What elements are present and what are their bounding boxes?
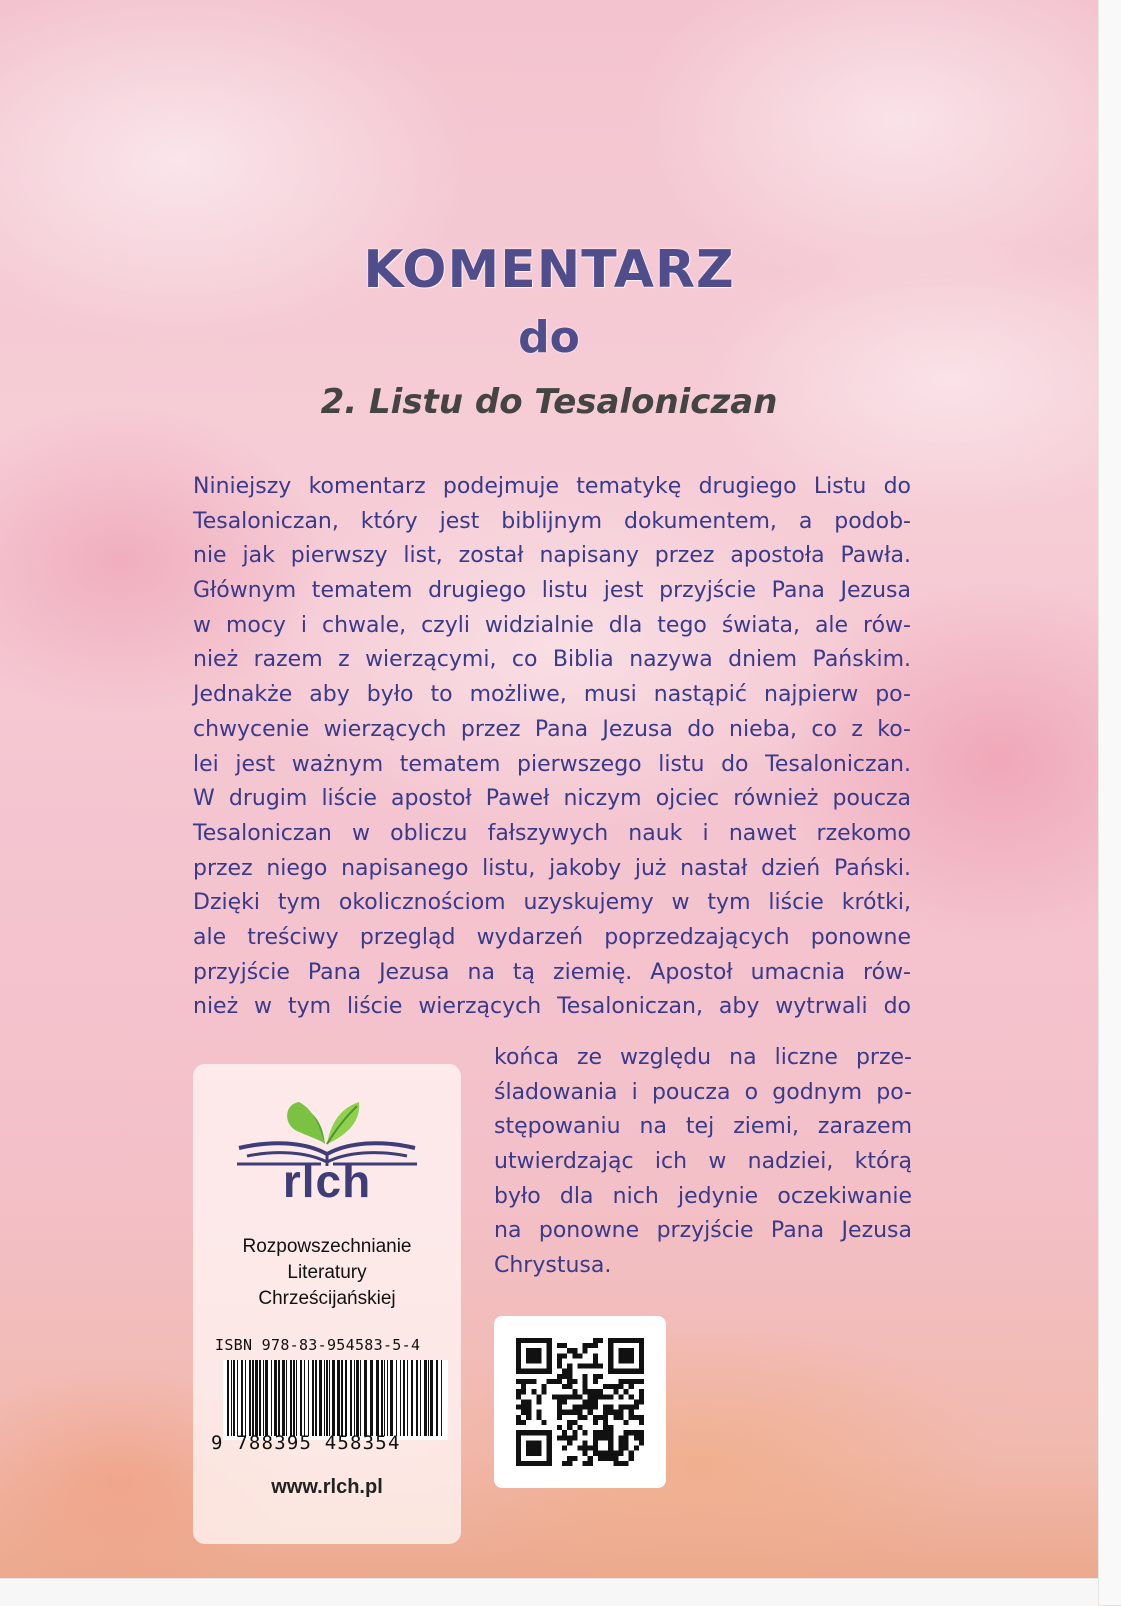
description-line: ale treściwy przegląd wydarzeń poprzedzających ponowne: [193, 924, 911, 950]
publisher-name-line: Rozpowszechnianie: [242, 1236, 412, 1257]
barcode-digits: 9 788395 458354: [211, 1432, 401, 1454]
isbn-label: ISBN 978-83-954583-5-4: [215, 1336, 421, 1354]
description-line: przez niego napisanego listu, jakoby już nastał dzień Pański.: [193, 855, 911, 881]
publisher-logo-text: rlch: [282, 1155, 372, 1207]
description-line: nież w tym liście wierzących Tesaloniczan, aby wytrwali do: [193, 994, 911, 1020]
description-line: Głównym tematem drugiego listu jest przyjście Pana Jezusa: [193, 578, 911, 604]
isbn-barcode: [223, 1360, 448, 1440]
description-line: W drugim liście apostoł Paweł niczym ojciec również poucza: [193, 786, 911, 812]
description-line: chwycenie wierzących przez Pana Jezusa do nieba, co z ko-: [193, 716, 911, 742]
publisher-name-line: Chrześcijańskiej: [258, 1288, 396, 1309]
description-line: przyjście Pana Jezusa na tą ziemię. Apostoł umacnia rów-: [193, 959, 911, 985]
scan-margin-right: [1098, 0, 1121, 1605]
description-paragraph-continued: [494, 1041, 912, 1284]
publisher-box: [193, 1064, 461, 1544]
description-line: Jednakże aby było to możliwe, musi nastąpić najpierw po-: [193, 682, 911, 708]
description-line: nież razem z wierzącymi, co Biblia nazywa dniem Pańskim.: [193, 647, 911, 673]
qr-code-box: [494, 1316, 666, 1488]
description-line: Tesaloniczan, który jest biblijnym dokumentem, a podob-: [193, 508, 911, 534]
description-line: Niniejszy komentarz podejmuje tematykę drugiego Listu do: [193, 474, 911, 499]
description-line: Dzięki tym okolicznościom uzyskujemy w tym liście krótki,: [193, 890, 911, 916]
description-line: lei jest ważnym tematem pierwszego listu do Tesaloniczan.: [193, 751, 911, 777]
book-title-connector: do: [518, 312, 580, 363]
description-line: nie jak pierwszy list, został napisany przez apostoła Pawła.: [193, 543, 911, 569]
description-line: było dla nich jedynie oczekiwanie: [494, 1183, 912, 1209]
description-line: Tesaloniczan w obliczu fałszywych nauk i nawet rzekomo: [193, 820, 911, 846]
description-line: na ponowne przyjście Pana Jezusa: [494, 1218, 912, 1244]
book-subtitle: 2. Listu do Tesaloniczan: [320, 382, 778, 422]
description-line: końca ze względu na liczne prze-: [494, 1045, 912, 1070]
book-title: KOMENTARZ: [363, 240, 735, 300]
qr-code: [516, 1338, 644, 1466]
description-line: śladowania i poucza o godnym po-: [494, 1079, 912, 1105]
description-line: stępowaniu na tej ziemi, zarazem: [494, 1114, 912, 1140]
description-line: Chrystusa.: [494, 1253, 612, 1279]
scan-margin-bottom: [0, 1578, 1098, 1606]
description-paragraph: [193, 470, 911, 1025]
description-line: utwierdzając ich w nadziei, którą: [494, 1149, 912, 1175]
publisher-website: www.rlch.pl: [271, 1476, 383, 1498]
publisher-name-line: Literatury: [287, 1262, 367, 1283]
description-line: w mocy i chwale, czyli widzialnie dla tego świata, ale rów-: [193, 612, 911, 638]
